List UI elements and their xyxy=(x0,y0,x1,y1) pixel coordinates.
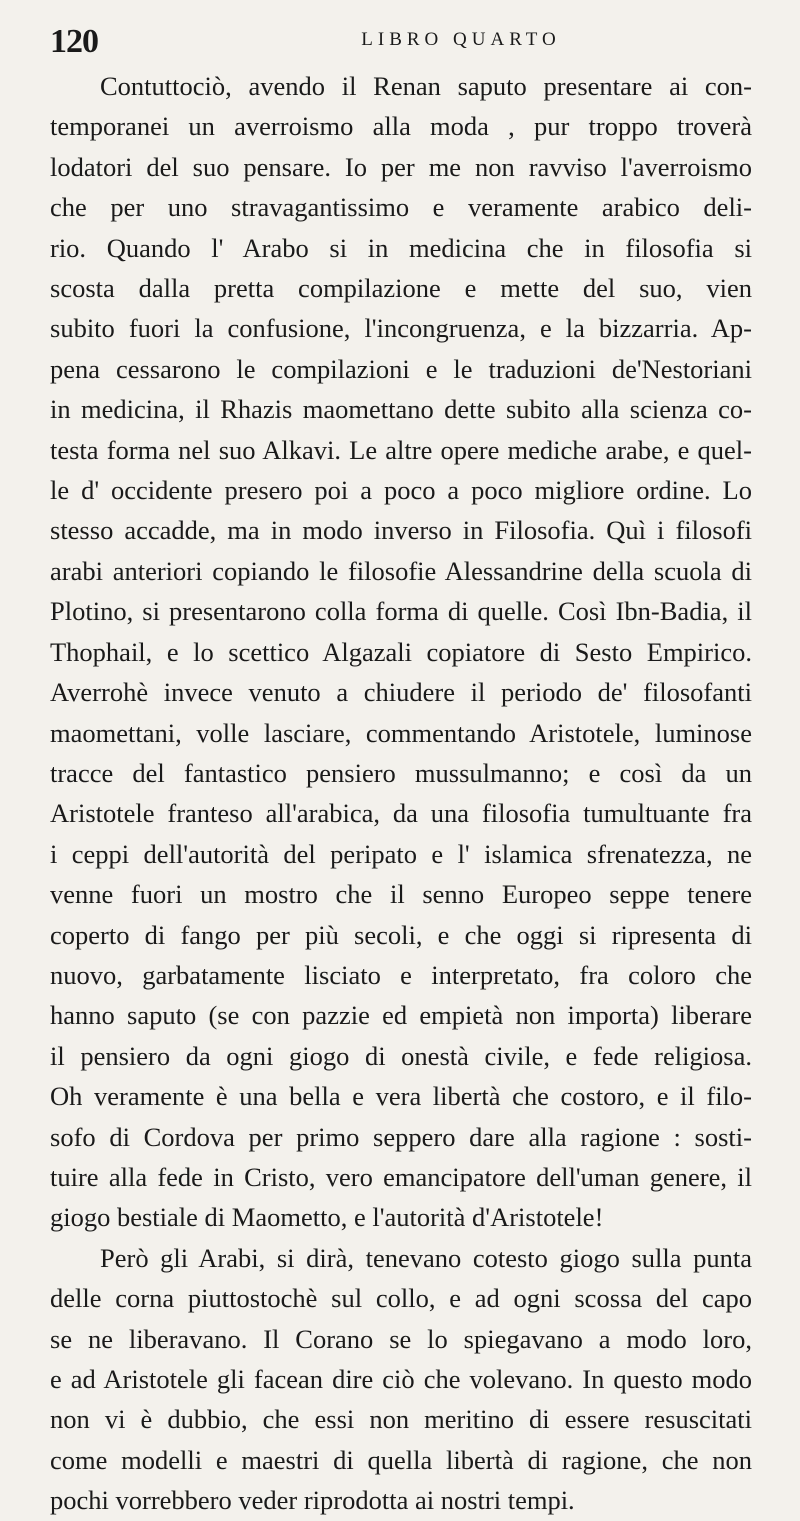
text-line: pochi vorrebbero veder riprodotta ai nostri tempi. xyxy=(50,1485,575,1516)
text-line: il pensiero da ogni giogo di onestà civile, e fede religiosa. xyxy=(50,1040,752,1071)
text-line: che per uno stravagantissimo e veramente arabico deli- xyxy=(50,192,752,223)
text-line: lodatori del suo pensare. Io per me non ravviso l'averroismo xyxy=(50,151,752,182)
paragraph xyxy=(50,66,752,1238)
text-line: non vi è dubbio, che essi non meritino di essere resuscitati xyxy=(50,1404,752,1435)
text-line: e ad Aristotele gli facean dire ciò che volevano. In questo modo xyxy=(50,1364,752,1394)
text-line: nuovo, garbatamente lisciato e interpretato, fra coloro che xyxy=(50,959,752,990)
text-line: testa forma nel suo Alkavi. Le altre opere mediche arabe, e quel- xyxy=(50,434,752,465)
text-line: Aristotele franteso all'arabica, da una filosofia tumultuante fra xyxy=(50,798,752,829)
text-line: Averrohè invece venuto a chiudere il periodo de' filosofanti xyxy=(50,677,752,708)
text-line: delle corna piuttostochè sul collo, e ad ogni scossa del capo xyxy=(50,1283,752,1314)
text-line: pena cessarono le compilazioni e le traduzioni de'Nestoriani xyxy=(50,353,752,384)
text-line: arabi anteriori copiando le filosofie Alessandrine della scuola di xyxy=(50,555,752,586)
text-line: giogo bestiale di Maometto, e l'autorità d'Aristotele! xyxy=(50,1202,604,1233)
text-line: sofo di Cordova per primo seppero dare alla ragione : sosti- xyxy=(50,1121,752,1152)
text-line: coperto di fango per più secoli, e che oggi si ripresenta di xyxy=(50,919,752,950)
text-line: Contuttociò, avendo il Renan saputo presentare ai con- xyxy=(100,71,752,101)
text-line: Oh veramente è una bella e vera libertà che costoro, e il filo- xyxy=(50,1081,752,1112)
text-line: le d' occidente presero poi a poco a poco migliore ordine. Lo xyxy=(50,475,752,506)
page-header xyxy=(50,22,752,62)
text-line: subito fuori la confusione, l'incongruenza, e la bizzarria. Ap- xyxy=(50,313,752,344)
text-line: i ceppi dell'autorità del peripato e l' islamica sfrenatezza, ne xyxy=(50,838,752,869)
text-line: rio. Quando l' Arabo si in medicina che in filosofia si xyxy=(50,232,752,263)
running-head: LIBRO QUARTO xyxy=(361,29,561,50)
text-line: Thophail, e lo scettico Algazali copiatore di Sesto Empirico. xyxy=(50,636,752,667)
text-line: stesso accadde, ma in modo inverso in Filosofia. Quì i filosofi xyxy=(50,515,752,546)
text-line: come modelli e maestri di quella libertà di ragione, che non xyxy=(50,1444,752,1475)
text-line: Plotino, si presentarono colla forma di quelle. Così Ibn-Badia, il xyxy=(50,596,752,627)
text-line: venne fuori un mostro che il senno Europeo seppe tenere xyxy=(50,879,752,910)
paragraph xyxy=(50,1238,752,1521)
text-line: Però gli Arabi, si dirà, tenevano cotesto giogo sulla punta xyxy=(100,1242,752,1273)
text-line: hanno saputo (se con pazzie ed empietà non importa) liberare xyxy=(50,1000,752,1031)
text-line: se ne liberavano. Il Corano se lo spiegavano a modo loro, xyxy=(50,1323,752,1354)
text-line: tuire alla fede in Cristo, vero emancipatore dell'uman genere, il xyxy=(50,1161,752,1192)
text-line: maomettani, volle lasciare, commentando Aristotele, luminose xyxy=(50,717,752,748)
text-line: in medicina, il Rhazis maomettano dette subito alla scienza co- xyxy=(50,394,752,425)
body-text xyxy=(50,66,752,1521)
page-number: 120 xyxy=(50,23,98,60)
text-line: temporanei un averroismo alla moda , pur troppo troverà xyxy=(50,111,752,142)
text-line: tracce del fantastico pensiero mussulmanno; e così da un xyxy=(50,757,752,788)
text-line: scosta dalla pretta compilazione e mette del suo, vien xyxy=(50,273,752,304)
